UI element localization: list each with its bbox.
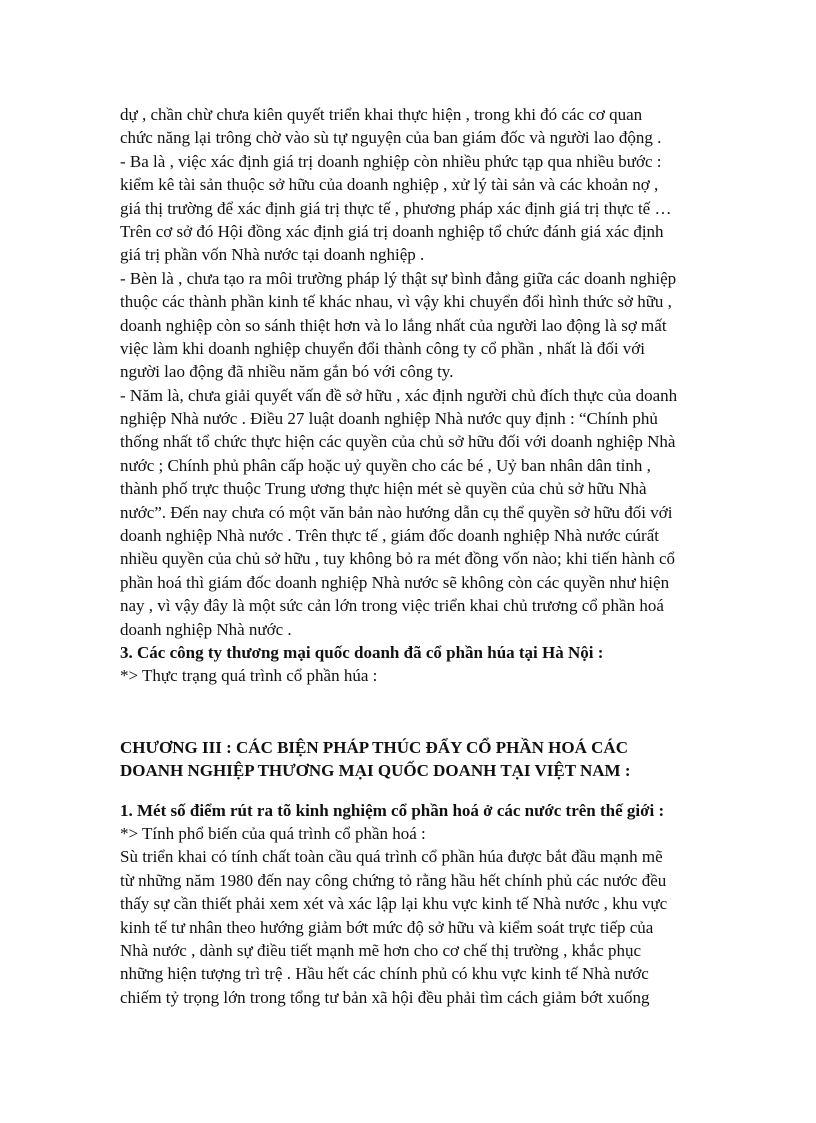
text-line: việc làm khi doanh nghiệp chuyển đổi thành công ty cổ phần , nhất là đối với	[120, 338, 646, 358]
text-line: Sù triển khai có tính chất toàn cầu quá trình cổ phần húa được bắt đầu mạnh mẽ	[120, 847, 663, 867]
text-line: doanh nghiệp Nhà nước .	[120, 619, 292, 639]
subheading-popularity: *> Tính phổ biến của quá trình cổ phần hoá :	[120, 823, 426, 843]
body-text-section-a	[120, 103, 745, 641]
text-line: giá thị trường để xác định giá trị thực tế , phương pháp xác định giá trị thực tế …	[120, 198, 672, 218]
chapter-title-line: DOANH NGHIỆP THƯƠNG MẠI QUỐC DOANH TẠI VIỆT NAM :	[120, 761, 631, 781]
section-heading-3: 3. Các công ty thương mại quốc doanh đã cổ phần húa tại Hà Nội :	[120, 642, 604, 662]
text-line: doanh nghiệp còn so sánh thiệt hơn và lo lắng nhất của người lao động là sợ mất	[120, 315, 667, 335]
section-heading-1: 1. Mét số điểm rút ra tõ kinh nghiệm cổ phần hoá ở các nước trên thế giới :	[120, 800, 665, 820]
text-line: nay , vì vậy đây là một sức cản lớn trong việc triển khai chủ trương cổ phần hoá	[120, 596, 664, 616]
text-line: nhiều quyền của chủ sở hữu , tuy không bỏ ra mét đồng vốn nào; khi tiến hành cổ	[120, 549, 676, 569]
text-line: Nhà nước , dành sự điều tiết mạnh mẽ hơn cho cơ chế thị trường , khắc phục	[120, 940, 642, 960]
text-line: thành phố trực thuộc Trung ương thực hiện mét sè quyền của chủ sở hữu Nhà	[120, 479, 647, 499]
text-line: nước”. Đến nay chưa có một văn bản nào hướng dẫn cụ thể quyền sở hữu đối với	[120, 502, 673, 522]
text-line: - Ba là , việc xác định giá trị doanh nghiệp còn nhiều phức tạp qua nhiều bước :	[120, 151, 662, 171]
text-line: chiếm tỷ trọng lớn trong tổng tư bản xã hội đều phải tìm cách giảm bớt xuống	[120, 987, 650, 1007]
text-line: nghiệp Nhà nước . Điều 27 luật doanh nghiệp Nhà nước quy định : “Chính phủ	[120, 409, 658, 429]
text-line: thấy sự cần thiết phải xem xét và xác lập lại khu vực kinh tế Nhà nước , khu vực	[120, 894, 668, 914]
text-line: - Năm là, chưa giải quyết vấn đề sở hữu , xác định người chủ đích thực của doanh	[120, 385, 678, 405]
spacer	[120, 783, 745, 799]
chapter-title-line: CHƯƠNG III : CÁC BIỆN PHÁP THÚC ĐẨY CỔ PHẦN HOÁ CÁC	[120, 737, 628, 757]
text-line: chức năng lại trông chờ vào sù tự nguyện của ban giám đốc và người lao động .	[120, 128, 662, 148]
text-line: thống nhất tổ chức thực hiện các quyền của chủ sở hữu đối với doanh nghiệp Nhà	[120, 432, 676, 452]
text-line: dự , chần chừ chưa kiên quyết triển khai thực hiện , trong khi đó các cơ quan	[120, 105, 643, 124]
text-line: người lao động đã nhiều năm gắn bó với công ty.	[120, 362, 454, 382]
text-line: Trên cơ sở đó Hội đồng xác định giá trị doanh nghiệp tổ chức đánh giá xác định	[120, 221, 664, 241]
text-line: giá trị phần vốn Nhà nước tại doanh nghiệp .	[120, 245, 425, 265]
text-line: nước ; Chính phủ phân cấp hoặc uỷ quyền cho các bé , Uỷ ban nhân dân tỉnh ,	[120, 455, 651, 475]
text-line: kiểm kê tài sản thuộc sở hữu của doanh nghiệp , xử lý tài sản và các khoản nợ ,	[120, 175, 659, 195]
page-content	[120, 103, 745, 1009]
body-text-section-b	[120, 845, 745, 1009]
text-line: phần hoá thì giám đốc doanh nghiệp Nhà nước sẽ không còn các quyền như hiện	[120, 572, 670, 592]
text-line: doanh nghiệp Nhà nước . Trên thực tế , giám đốc doanh nghiệp Nhà nước cúrất	[120, 526, 659, 546]
text-line: những hiện tượng trì trệ . Hầu hết các chính phủ có khu vực kinh tế Nhà nước	[120, 964, 649, 984]
text-line: từ những năm 1980 đến nay công chứng tỏ rằng hầu hết chính phủ các nước đều	[120, 870, 667, 890]
text-line: thuộc các thành phần kinh tế khác nhau, vì vậy khi chuyển đổi hình thức sở hữu ,	[120, 292, 672, 312]
spacer	[120, 688, 745, 736]
text-line: kinh tế tư nhân theo hướng giảm bớt mức độ sở hữu và kiểm soát trực tiếp của	[120, 917, 654, 937]
subheading-status: *> Thực trạng quá trình cổ phần húa :	[120, 666, 378, 686]
chapter-title	[120, 736, 745, 783]
text-line: - Bèn là , chưa tạo ra môi trường pháp lý thật sự bình đẳng giữa các doanh nghiệp	[120, 268, 677, 288]
